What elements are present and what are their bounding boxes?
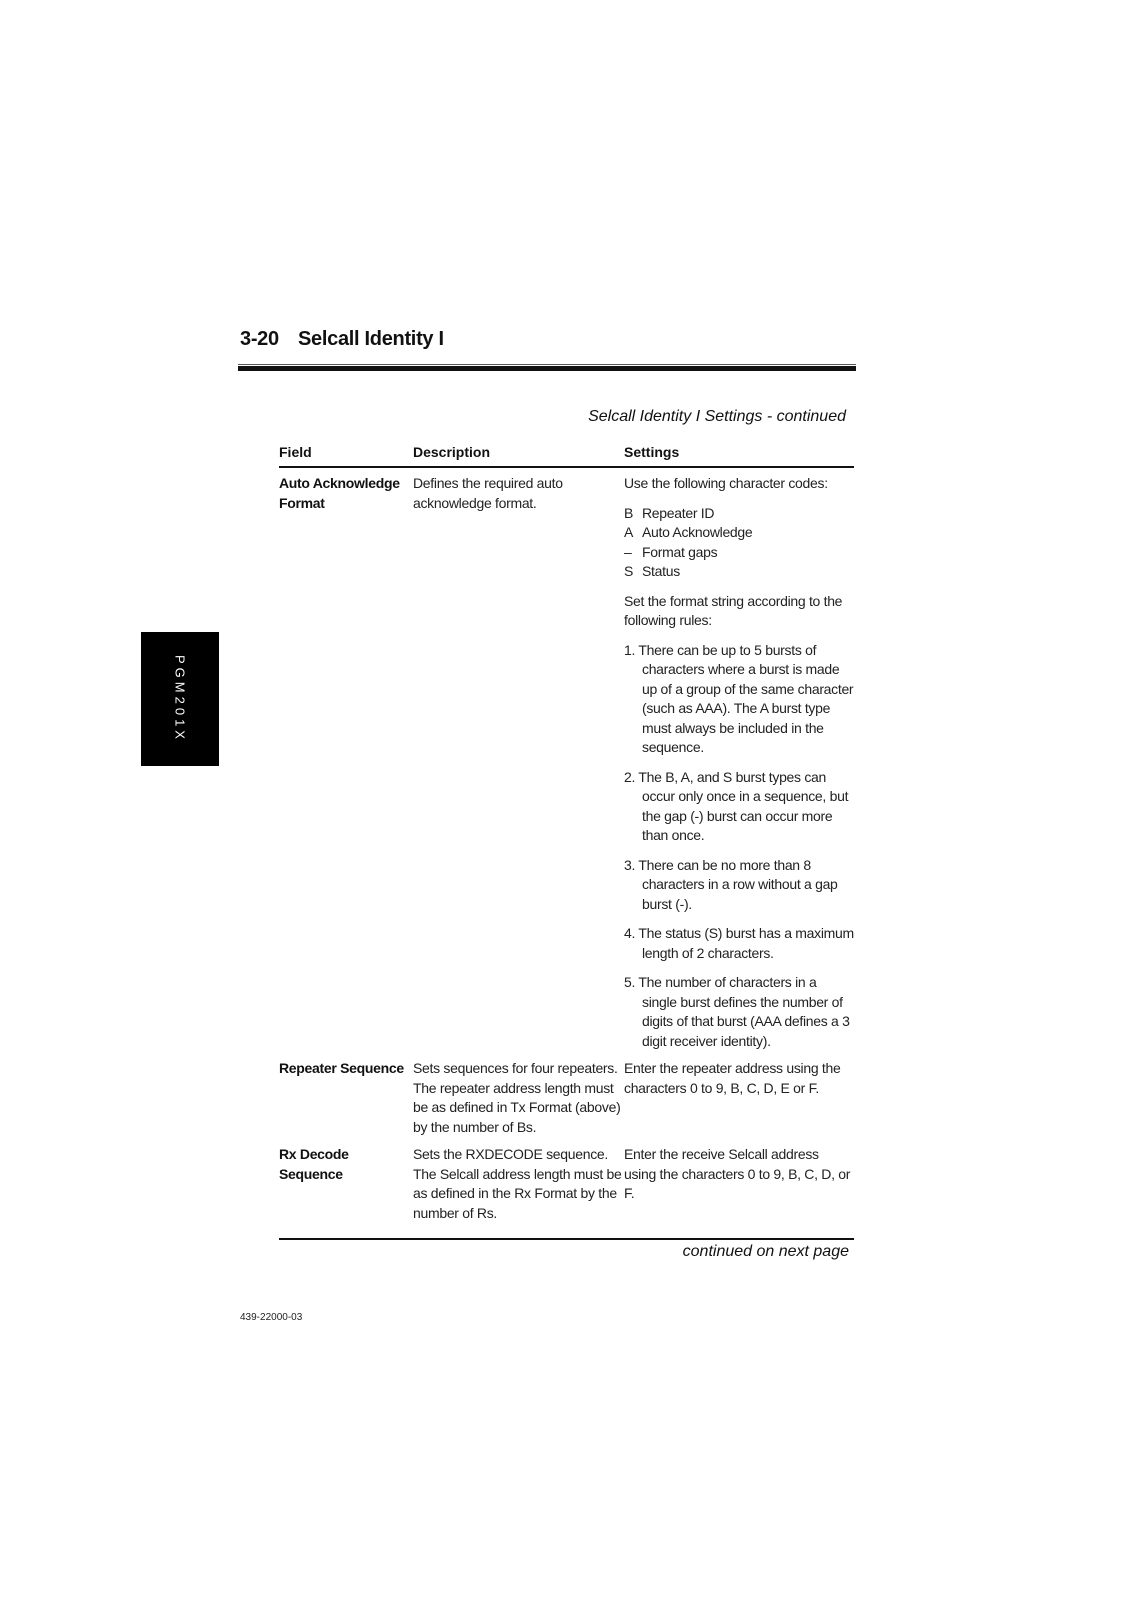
code-item: A Auto Acknowledge <box>624 524 753 540</box>
side-tab-label: PGM201X <box>172 655 188 743</box>
document-number: 439-22000-03 <box>240 1312 303 1323</box>
settings-table <box>279 444 854 1223</box>
table-row <box>279 1051 854 1137</box>
field-cell: Repeater Sequence <box>279 1060 404 1076</box>
rule-item: 2. The B, A, and S burst types can occur only once in a sequence, but the gap (-) burst can occur more than once. <box>624 768 849 843</box>
field-cell: Rx Decode Sequence <box>279 1146 349 1182</box>
code-item: S Status <box>624 563 680 579</box>
description-cell: Defines the required auto acknowledge format. <box>413 475 563 511</box>
rules-list <box>624 641 854 1052</box>
settings-intro: Use the following character codes: <box>624 475 828 491</box>
table-row <box>279 468 854 1051</box>
page-number: 3-20 <box>240 328 279 350</box>
side-tab <box>141 632 219 766</box>
page-header <box>240 328 444 351</box>
field-cell: Auto Acknowledge Format <box>279 475 400 511</box>
header-description: Description <box>413 444 491 460</box>
table-title: Selcall Identity I Settings - continued <box>588 408 846 425</box>
page-section-title: Selcall Identity I <box>298 328 444 350</box>
code-item: B Repeater ID <box>624 504 715 521</box>
header-settings: Settings <box>624 444 680 460</box>
rules-intro: Set the format string according to the following rules: <box>624 592 843 628</box>
continued-note: continued on next page <box>682 1243 849 1260</box>
description-cell: Sets sequences for four repeaters. The repeater address length must be as defined in Tx Format (above) by the number of Bs. <box>413 1060 621 1135</box>
settings-cell: Enter the receive Selcall address using the characters 0 to 9, B, C, D, or F. <box>624 1146 851 1201</box>
rule-item: 1. There can be up to 5 bursts of characters where a burst is made up of a group of the same character (such as AAA). The A burst type must always be included in the sequence. <box>624 641 854 755</box>
table-row <box>279 1137 854 1223</box>
character-code-list <box>624 504 854 582</box>
rule-item: 3. There can be no more than 8 characters in a row without a gap burst (-). <box>624 856 838 912</box>
settings-cell <box>624 474 854 1051</box>
table-bottom-rule <box>279 1238 854 1240</box>
settings-cell: Enter the repeater address using the characters 0 to 9, B, C, D, E or F. <box>624 1060 841 1096</box>
rule-item: 4. The status (S) burst has a maximum length of 2 characters. <box>624 925 854 961</box>
table-header-row <box>279 444 854 468</box>
header-rule <box>238 364 856 371</box>
rule-item: 5. The number of characters in a single burst defines the number of digits of that burst (AAA defines a 3 digit receiver identity). <box>624 974 850 1049</box>
description-cell: Sets the RXDECODE sequence. The Selcall address length must be as defined in the Rx Format by the number of Rs. <box>413 1146 622 1221</box>
header-field: Field <box>279 444 312 460</box>
code-item: – Format gaps <box>624 543 718 560</box>
